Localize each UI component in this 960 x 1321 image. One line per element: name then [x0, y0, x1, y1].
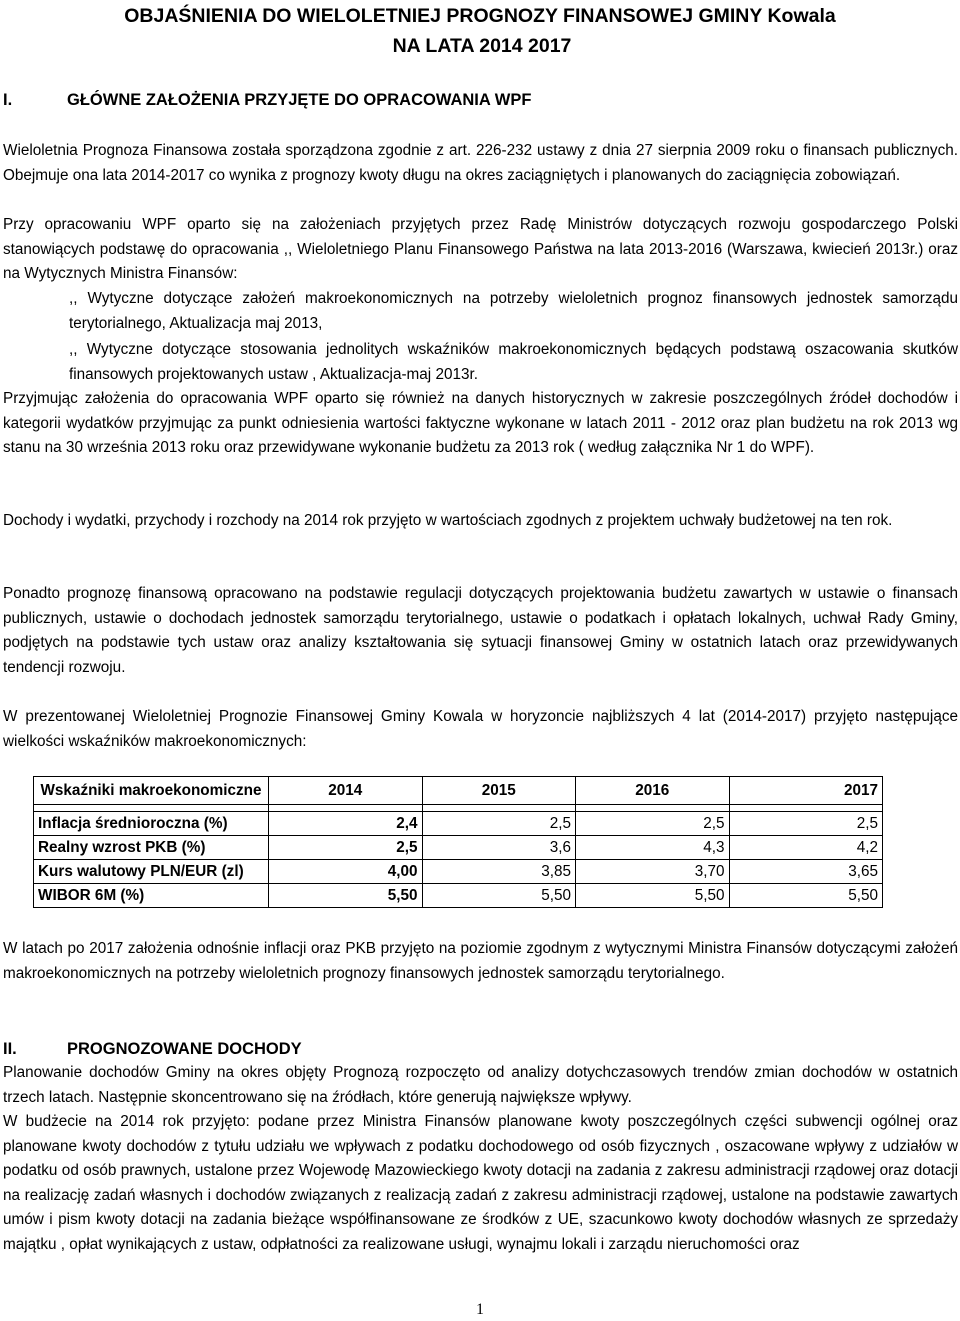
table-cell: 4,2: [729, 836, 883, 860]
section2-paragraph-1: Planowanie dochodów Gminy na okres objęty Prognozą rozpoczęto od analizy dotychczasowych trendów zmian dochodów w ostatnich trzech latach. Następnie skoncentrowano się na źródłach, które generują największe wpływy.: [3, 1064, 958, 1106]
table-row: [34, 860, 883, 884]
table-cell-label: Realny wzrost PKB (%): [34, 836, 269, 860]
table-cell: 3,65: [729, 860, 883, 884]
bullet-item-1: [3, 287, 958, 336]
section2-number: II.: [3, 1040, 17, 1058]
table-cell: 5,50: [576, 884, 730, 908]
section1-paragraph-6: W prezentowanej Wieloletniej Prognozie Finansowej Gminy Kowala w horyzoncie najbliższych 4 lat (2014-2017) przyjęto następujące wielkości wskaźników makroekonomicznych:: [3, 708, 958, 750]
table-row: [34, 884, 883, 908]
table-header-cell: 2015: [422, 777, 576, 805]
table-cell: 2,5: [269, 836, 423, 860]
bullet-text-2: ,, Wytyczne dotyczące stosowania jednolitych wskaźników makroekonomicznych będących podstawą oszacowania skutków finansowych projektowanych ustaw , Aktualizacja-maj 2013r.: [69, 341, 958, 383]
page-number: 1: [476, 1301, 484, 1318]
section1-number: I.: [3, 91, 13, 109]
table-header-cell: 2016: [576, 777, 730, 805]
section1-heading: [3, 89, 531, 111]
table-cell: 2,4: [269, 812, 423, 836]
section2-heading: [3, 1038, 302, 1060]
table-cell: 5,50: [729, 884, 883, 908]
section1-paragraph-4: Dochody i wydatki, przychody i rozchody na 2014 rok przyjęto w wartościach zgodnych z projektem uchwały budżetowej na ten rok.: [3, 512, 893, 529]
table-header-cell: 2014: [269, 777, 423, 805]
table-header-cell: 2017: [729, 777, 883, 805]
table-cell-label: WIBOR 6M (%): [34, 884, 269, 908]
table-cell: 3,85: [422, 860, 576, 884]
table-cell: 3,70: [576, 860, 730, 884]
table-row: [34, 836, 883, 860]
table-cell: 4,3: [576, 836, 730, 860]
table-row: [34, 812, 883, 836]
section1-paragraph-3: Przyjmując założenia do opracowania WPF oparto się również na danych historycznych w zakresie poszczególnych źródeł dochodów i kategorii wydatków przyjmując za punkt odniesienia wartości faktyczne wykonane w latach 2011 - 2012 oraz plan budżetu na rok 2013 wg stanu na 30 września 2013 roku oraz przewidywane wykonanie budżetu za 2013 rok ( według załącznika Nr 1 do WPF).: [3, 390, 958, 456]
table-cell: 2,5: [422, 812, 576, 836]
section2-paragraph-2: W budżecie na 2014 rok przyjęto: podane przez Ministra Finansów planowane kwoty poszczególnych części subwencji ogólnej oraz planowane kwoty dochodów z tytułu udziału we wpływach z podatku dochodowego od osób fizycznych , oszacowane wpływy z udziałów w podatku od osób prawnych, ustalone przez Wojewodę Mazowieckiego kwoty dotacji na zadania z zakresu administracji rządowej oraz dotacji na realizację zadań własnych i dochodów związanych z realizacją zadań z zakresu administracji rządowej, ustalone na podstawie zawartych umów i pism kwoty dotacji na zadania bieżące współfinansowane ze środków z UE, szacunkowo kwoty dochodów własnych ze sprzedaży majątku , opłat wynikających z ustaw, odpłatności za realizowane usługi, wynajmu lokali i zarządu nieruchomości oraz: [3, 1113, 958, 1253]
table-header-cell: Wskaźniki makroekonomiczne: [34, 777, 269, 805]
section1-title: GŁÓWNE ZAŁOŻENIA PRZYJĘTE DO OPRACOWANIA WPF: [67, 91, 532, 109]
document-title-line2: NA LATA 2014 2017: [392, 35, 572, 57]
table-cell-label: Kurs walutowy PLN/EUR (zl): [34, 860, 269, 884]
table-cell: 2,5: [729, 812, 883, 836]
document-title-line1: OBJAŚNIENIA DO WIELOLETNIEJ PROGNOZY FINANSOWEJ GMINY Kowala: [124, 5, 836, 27]
table-spacer-row: [34, 805, 883, 812]
section1-paragraph-5: Ponadto prognozę finansową opracowano na podstawie regulacji dotyczących projektowania budżetu zawartych w ustawie o finansach publicznych, ustawie o dochodach jednostek samorządu terytorialnego, ustawie o podatkach i opłatach lokalnych, uchwał Rady Gminy, podjętych na podstawie tych ustaw oraz analizy kształtowania się sytuacji finansowej Gminy w ostatnich latach oraz przewidywanych tendencji rozwoju.: [3, 585, 958, 676]
table-cell: 5,50: [269, 884, 423, 908]
section2-title: PROGNOZOWANE DOCHODY: [67, 1040, 302, 1058]
table-cell: 4,00: [269, 860, 423, 884]
table-cell: 2,5: [576, 812, 730, 836]
table-cell-label: Inflacja średnioroczna (%): [34, 812, 269, 836]
section1-paragraph-2: Przy opracowaniu WPF oparto się na założeniach przyjętych przez Radę Ministrów dotyczących rozwoju gospodarczego Polski stanowiących podstawę do opracowania ,, Wieloletniego Planu Finansowego Państwa na lata 2013-2016 (Warszawa, kwiecień 2013r.) oraz na Wytycznych Ministra Finansów:: [3, 216, 958, 282]
section1-paragraph-1: Wieloletnia Prognoza Finansowa została sporządzona zgodnie z art. 226-232 ustawy z dnia 27 sierpnia 2009 roku o finansach publicznych. Obejmuje ona lata 2014-2017 co wynika z prognozy kwoty długu na okres zaciągniętych i planowanych do zaciągnięcia zobowiązań.: [3, 142, 958, 184]
macro-indicators-table: [33, 776, 883, 908]
bullet-text-1: ,, Wytyczne dotyczące założeń makroekonomicznych na potrzeby wieloletnich prognoz finansowych jednostek samorządu terytorialnego, Aktualizacja maj 2013,: [69, 290, 958, 332]
table-cell: 3,6: [422, 836, 576, 860]
section1-paragraph-7: W latach po 2017 założenia odnośnie inflacji oraz PKB przyjęto na poziomie zgodnym z wytycznymi Ministra Finansów dotyczącymi założeń makroekonomicznych na potrzeby wieloletnich prognozy finansowych jednostek samorządu terytorialnego.: [3, 940, 958, 982]
table-cell: 5,50: [422, 884, 576, 908]
bullet-item-2: [3, 338, 958, 387]
table-header-row: [34, 777, 883, 805]
